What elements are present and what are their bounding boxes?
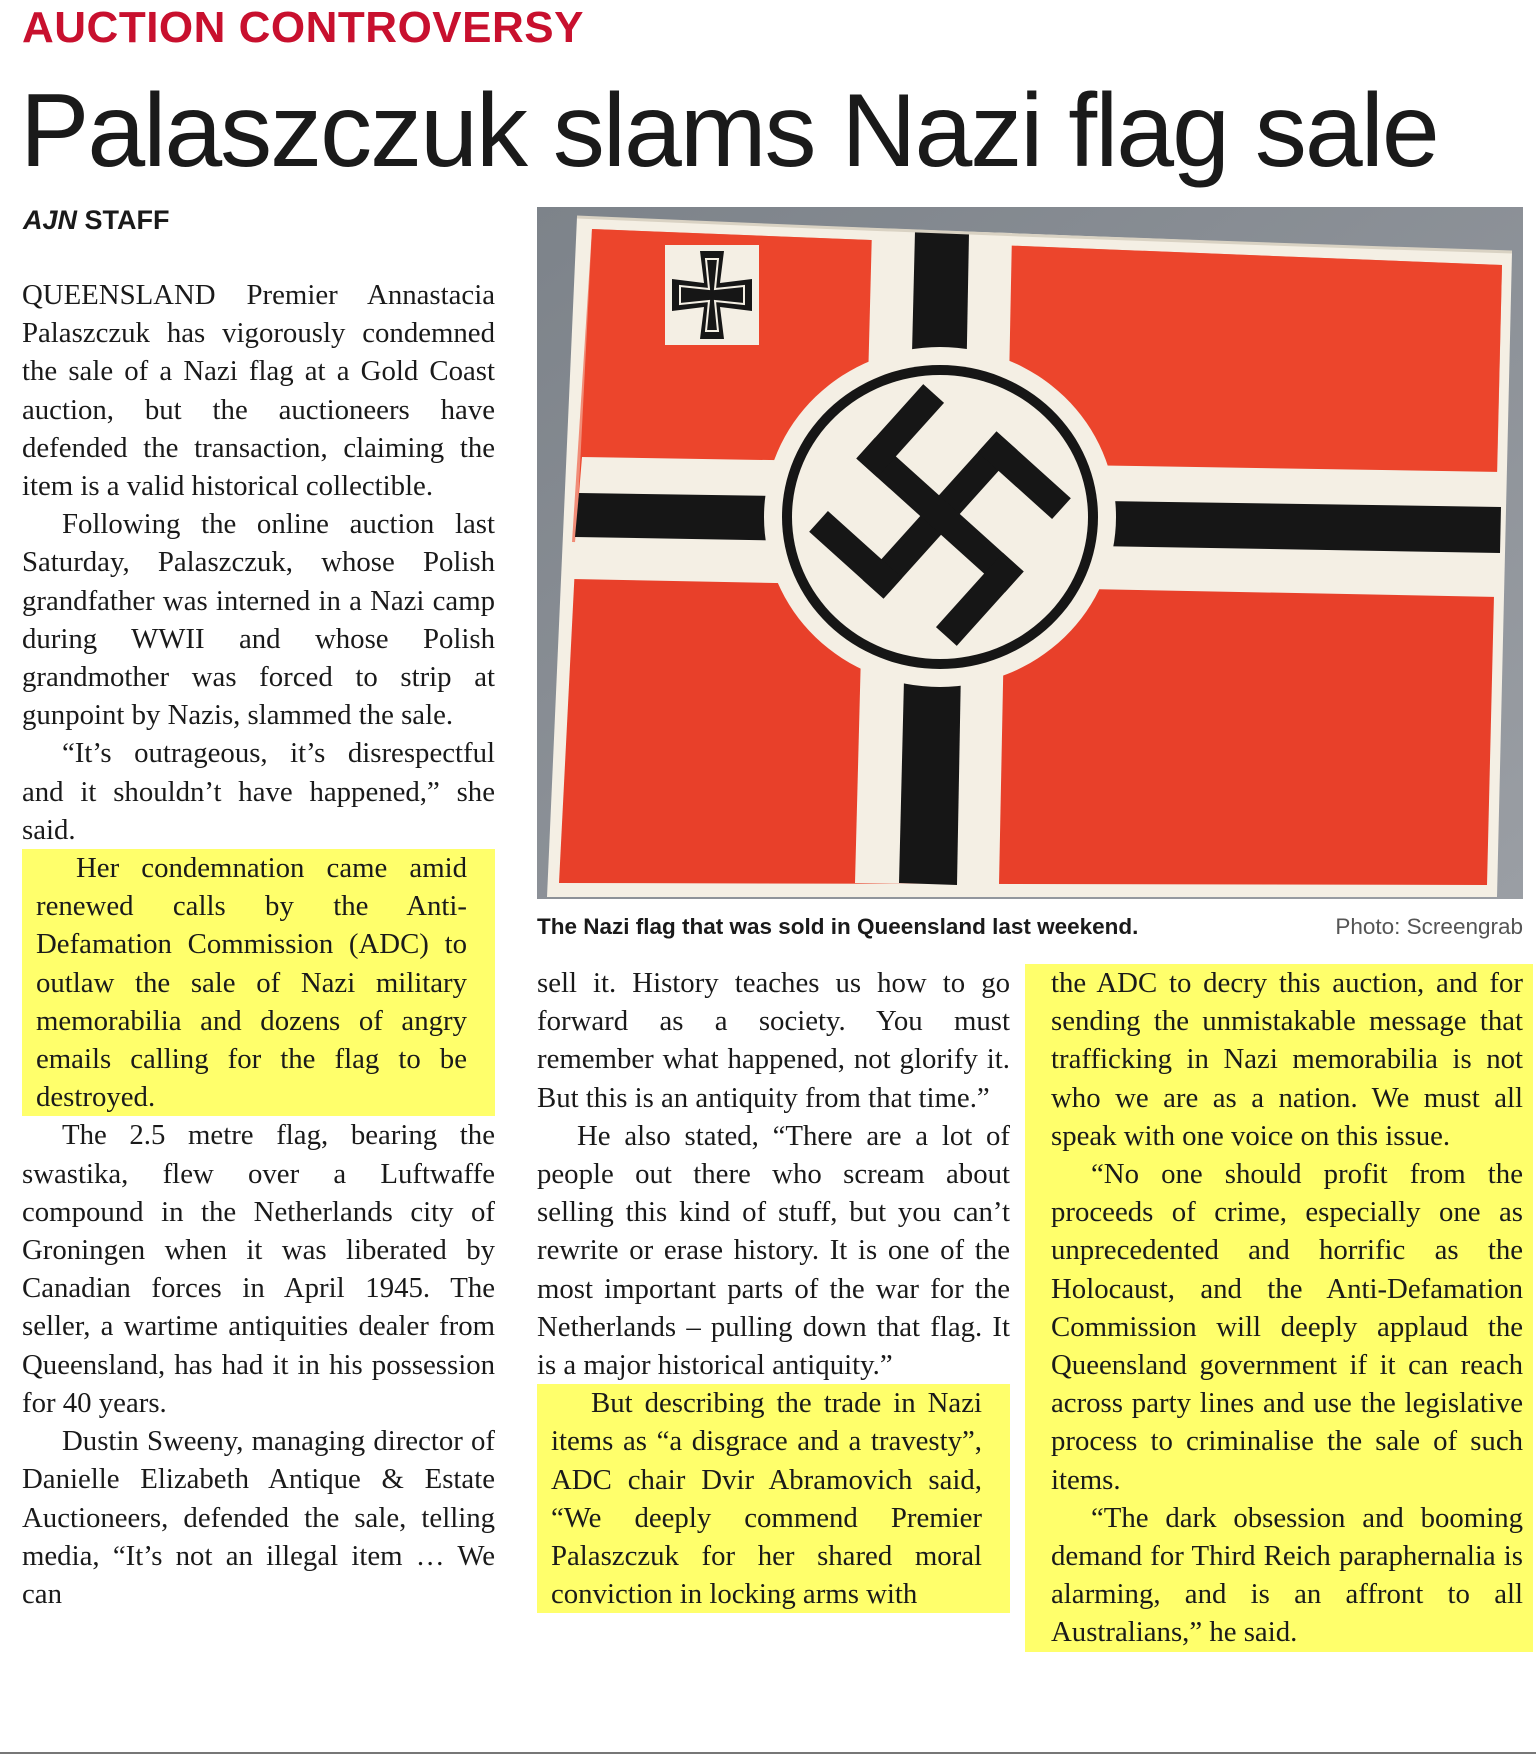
- highlighted-paragraph: “No one should profit from the proceeds of crime, especially one as unprecedented and horrific as the Holocaust, and the Anti-Defamation Commission will deeply applaud the Queensland government if it can reach across party lines and use the legislative process to criminalise the sale of such items.: [1051, 1158, 1523, 1496]
- nazi-flag-image: [537, 207, 1523, 899]
- paragraph: sell it. History teaches us how to go forward as a society. You must remember what happened, not glorify it. But this is an antiquity from that time.”: [537, 967, 1010, 1114]
- byline-role: STAFF: [84, 205, 170, 235]
- highlighted-paragraph: But describing the trade in Nazi items as “a disgrace and a travesty”, ADC chair Dvir Abramovich said, “We deeply commend Premier Palaszczuk for her shared moral conviction in locking arms with: [537, 1384, 1010, 1613]
- paragraph: Following the online auction last Saturday, Palaszczuk, whose Polish grandfather was interned in a Nazi camp during WWII and whose Polish grandmother was forced to strip at gunpoint by Nazis, slammed the sale.: [22, 508, 495, 732]
- byline: [23, 202, 170, 238]
- highlighted-paragraph: Her condemnation came amid renewed calls by the Anti-Defamation Commission (ADC) to outlaw the sale of Nazi military memorabilia and dozens of angry emails calling for the flag to be destroyed.: [22, 849, 495, 1116]
- paragraph: “It’s outrageous, it’s disrespectful and it shouldn’t have happened,” she said.: [22, 737, 495, 846]
- byline-publication: AJN: [23, 205, 78, 235]
- photo-caption: [537, 912, 1523, 942]
- article-column-2: [537, 964, 1010, 1613]
- paragraph: Dustin Sweeny, managing director of Danielle Elizabeth Antique & Estate Auctioneers, defended the sale, telling media, “It’s not an illegal item … We can: [22, 1425, 495, 1610]
- article-column-1: [22, 276, 495, 1613]
- photo-credit: Photo: Screengrab: [1335, 914, 1523, 939]
- section-kicker: AUCTION CONTROVERSY: [22, 3, 584, 52]
- caption-text: The Nazi flag that was sold in Queensland last weekend.: [537, 914, 1139, 939]
- paragraph: He also stated, “There are a lot of people out there who scream about selling this kind of stuff, but you can’t rewrite or erase history. It is one of the most important parts of the war for the Netherlands – pulling down that flag. It is a major historical antiquity.”: [537, 1119, 1010, 1382]
- bottom-rule: [0, 1752, 1536, 1754]
- flag-photo: [537, 207, 1523, 899]
- highlighted-paragraph: “The dark obsession and booming demand for Third Reich paraphernalia is alarming, and is an affront to all Australians,” he said.: [1051, 1501, 1523, 1649]
- paragraph: QUEENSLAND Premier Annastacia Palaszczuk has vigorously condemned the sale of a Nazi flag at a Gold Coast auction, but the auctioneers have defended the transaction, claiming the item is a valid historical collectible.: [22, 279, 495, 503]
- paragraph: The 2.5 metre flag, bearing the swastika, flew over a Luftwaffe compound in the Netherlands city of Groningen when it was liberated by Canadian forces in April 1945. The seller, a wartime antiquities dealer from Queensland, has had it in his possession for 40 years.: [22, 1119, 495, 1419]
- highlighted-paragraph: the ADC to decry this auction, and for sending the unmistakable message that trafficking in Nazi memorabilia is not who we are as a nation. We must all speak with one voice on this issue.: [1051, 967, 1523, 1152]
- headline: Palaszczuk slams Nazi flag sale: [20, 73, 1438, 189]
- article-column-3: [1025, 964, 1533, 1652]
